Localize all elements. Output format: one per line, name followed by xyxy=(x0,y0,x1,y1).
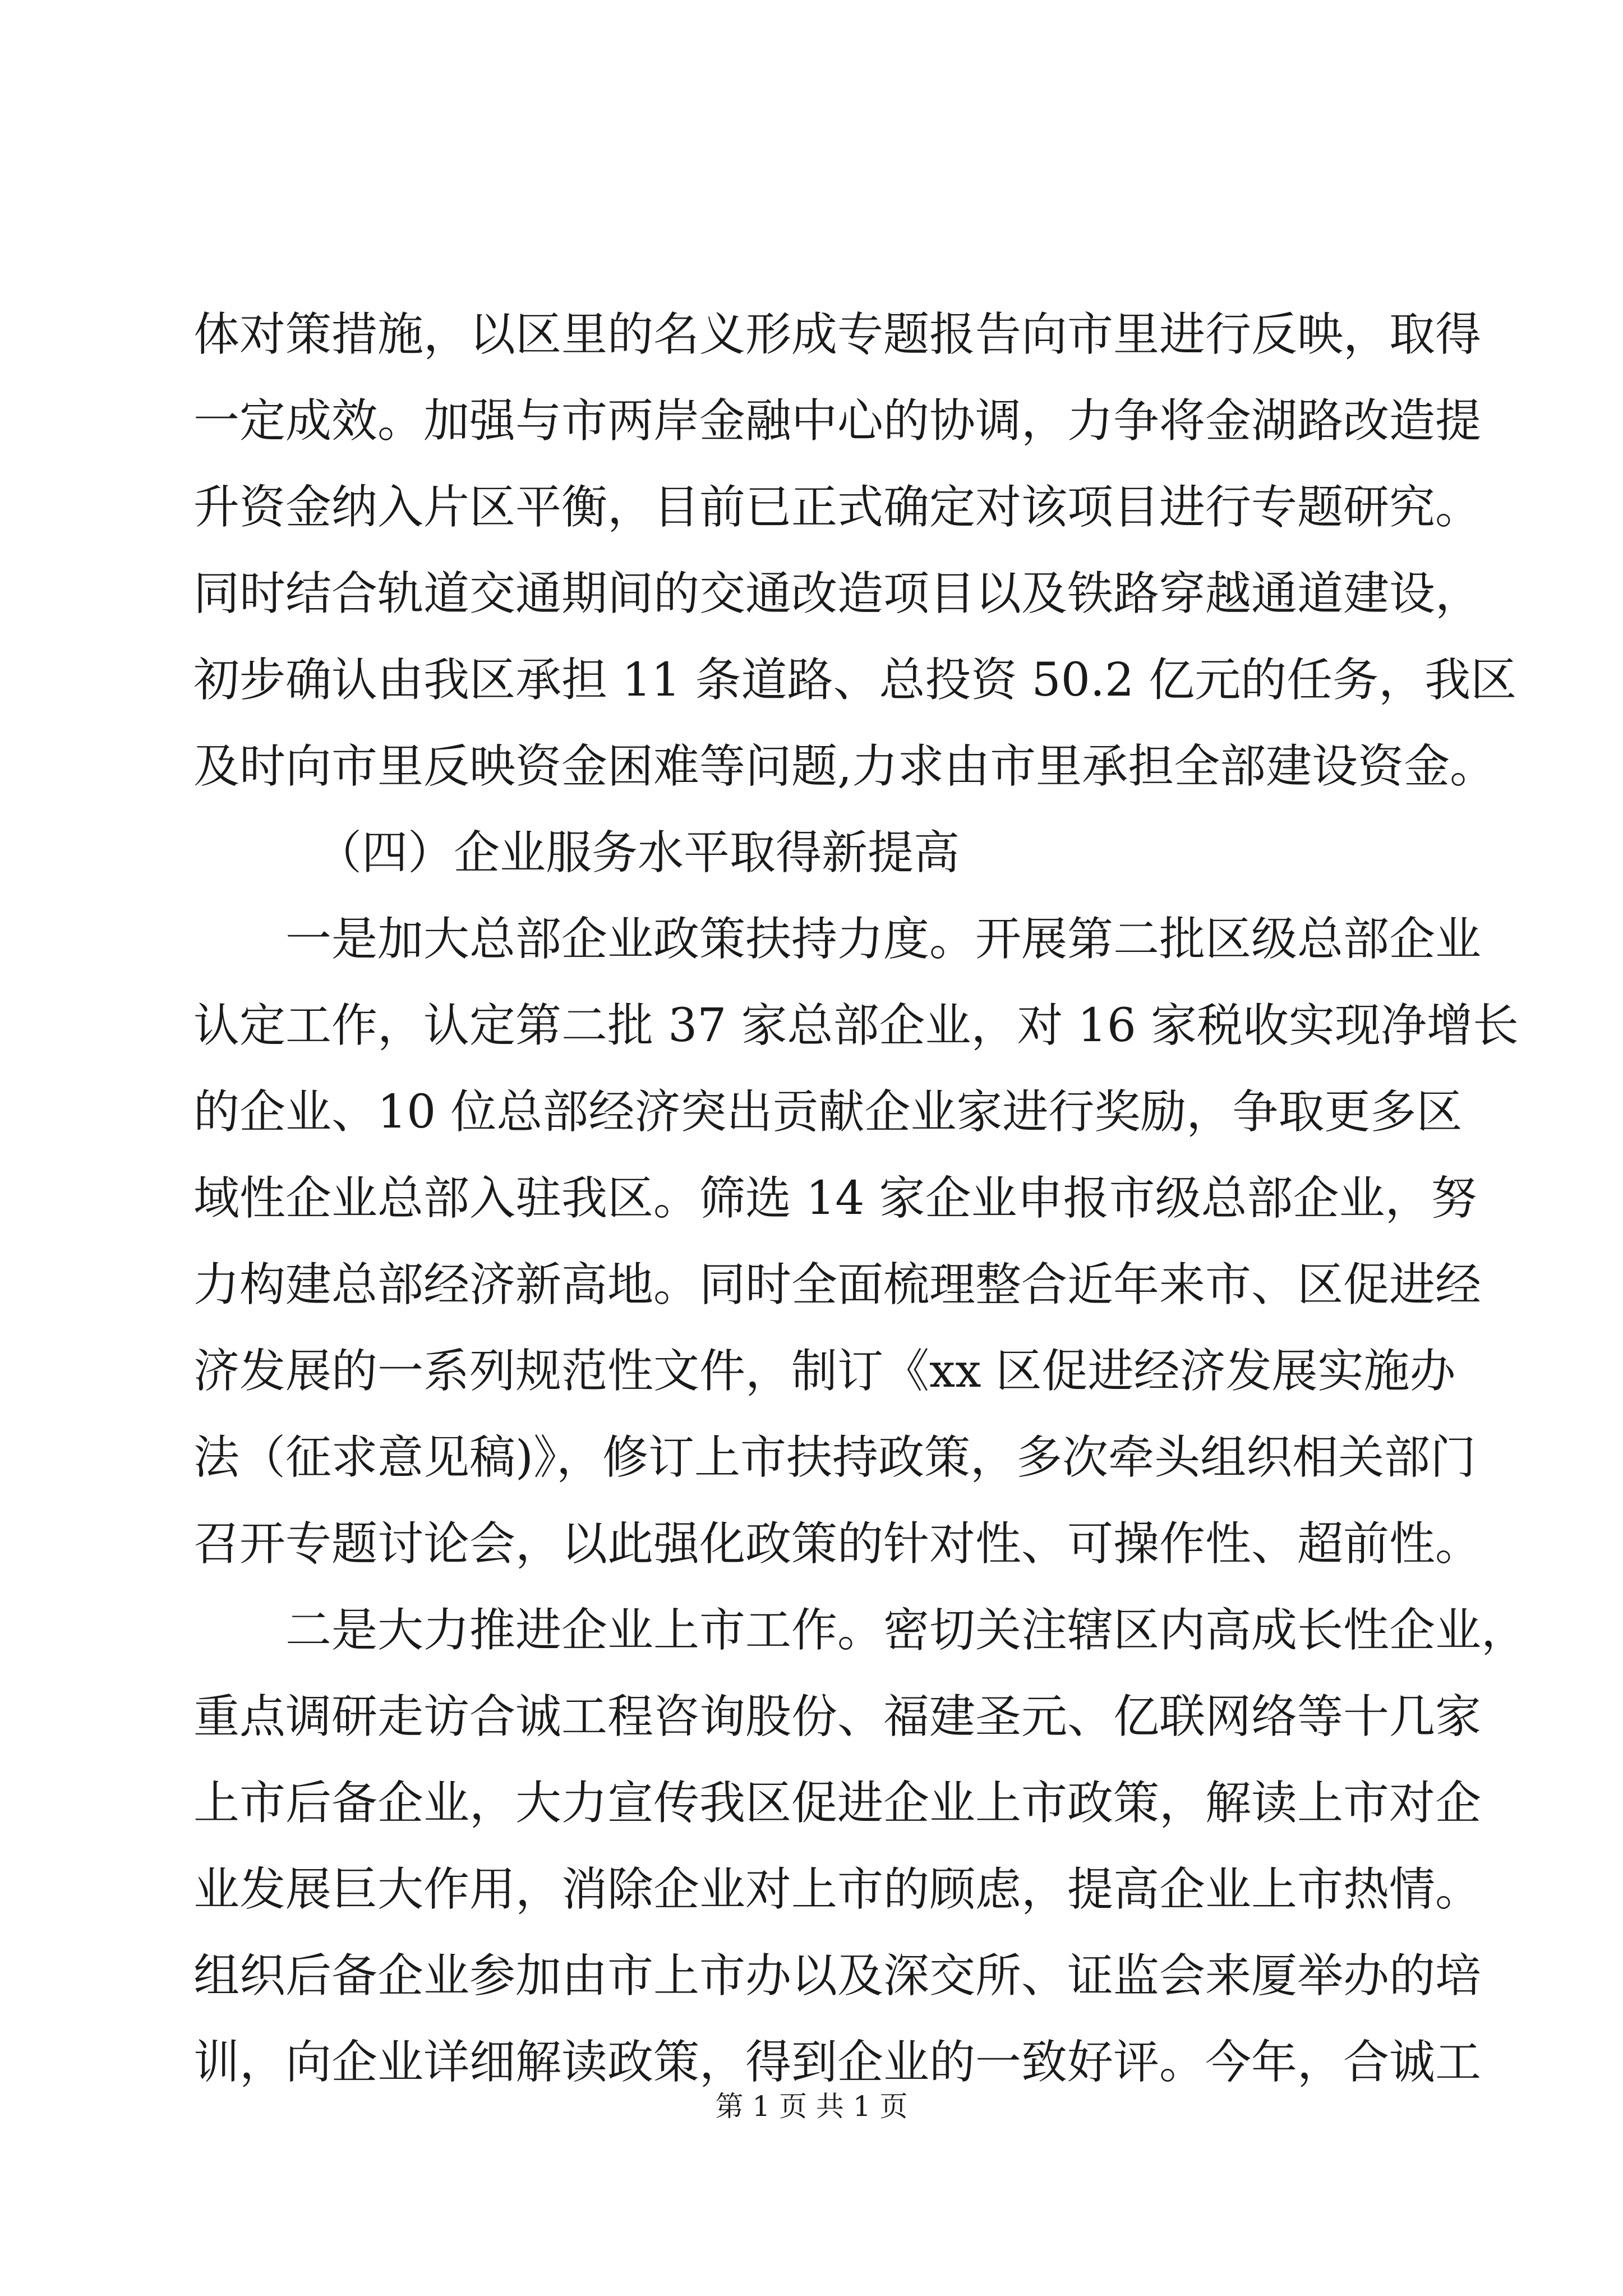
text-line: 法（征求意见稿)》，修订上市扶持政策，多次牵头组织相关部门 xyxy=(193,1431,1476,1484)
paragraph-first-line: 二是大力推进企业上市工作。密切关注辖区内高成长性企业， xyxy=(285,1604,1528,1657)
text-line: 上市后备企业，大力宣传我区促进企业上市政策，解读上市对企 xyxy=(193,1777,1482,1830)
text-line: 初步确认由我区承担 11 条道路、总投资 50.2 亿元的任务，我区 xyxy=(193,654,1517,707)
text-line: 认定工作，认定第二批 37 家总部企业，对 16 家税收实现净增长 xyxy=(193,999,1519,1052)
paragraph-first-line: 一是加大总部企业政策扶持力度。开展第二批区级总部企业 xyxy=(285,913,1482,966)
section-heading: （四）企业服务水平取得新提高 xyxy=(316,826,960,880)
text-line: 一定成效。加强与市两岸金融中心的协调，力争将金湖路改造提 xyxy=(193,394,1482,448)
text-line: 召开专题讨论会，以此强化政策的针对性、可操作性、超前性。 xyxy=(193,1517,1482,1571)
text-line: 业发展巨大作用，消除企业对上市的顾虑，提高企业上市热情。 xyxy=(193,1863,1482,1916)
text-line: 组织后备企业参加由市上市办以及深交所、证监会来厦举办的培 xyxy=(193,1949,1482,2003)
text-line: 训，向企业详细解读政策，得到企业的一致好评。今年，合诚工 xyxy=(193,2036,1482,2089)
text-line: 济发展的一系列规范性文件，制订《xx 区促进经济发展实施办 xyxy=(193,1345,1456,1398)
document-body xyxy=(193,292,1528,2106)
text-line: 及时向市里反映资金困难等问题,力求由市里承担全部建设资金。 xyxy=(193,740,1496,793)
text-line: 力构建总部经济新高地。同时全面梳理整合近年来市、区促进经 xyxy=(193,1258,1482,1312)
page-footer: 第 1 页 共 1 页 xyxy=(715,2090,908,2123)
text-line: 域性企业总部入驻我区。筛选 14 家企业申报市级总部企业，努 xyxy=(193,1172,1477,1225)
text-line: 重点调研走访合诚工程咨询股份、福建圣元、亿联网络等十几家 xyxy=(193,1690,1482,1743)
text-line: 同时结合轨道交通期间的交通改造项目以及铁路穿越通道建设， xyxy=(193,567,1482,620)
text-line: 升资金纳入片区平衡，目前已正式确定对该项目进行专题研究。 xyxy=(193,481,1482,534)
text-line: 体对策措施，以区里的名义形成专题报告向市里进行反映，取得 xyxy=(193,308,1482,361)
text-line: 的企业、10 位总部经济突出贡献企业家进行奖励，争取更多区 xyxy=(193,1085,1463,1139)
